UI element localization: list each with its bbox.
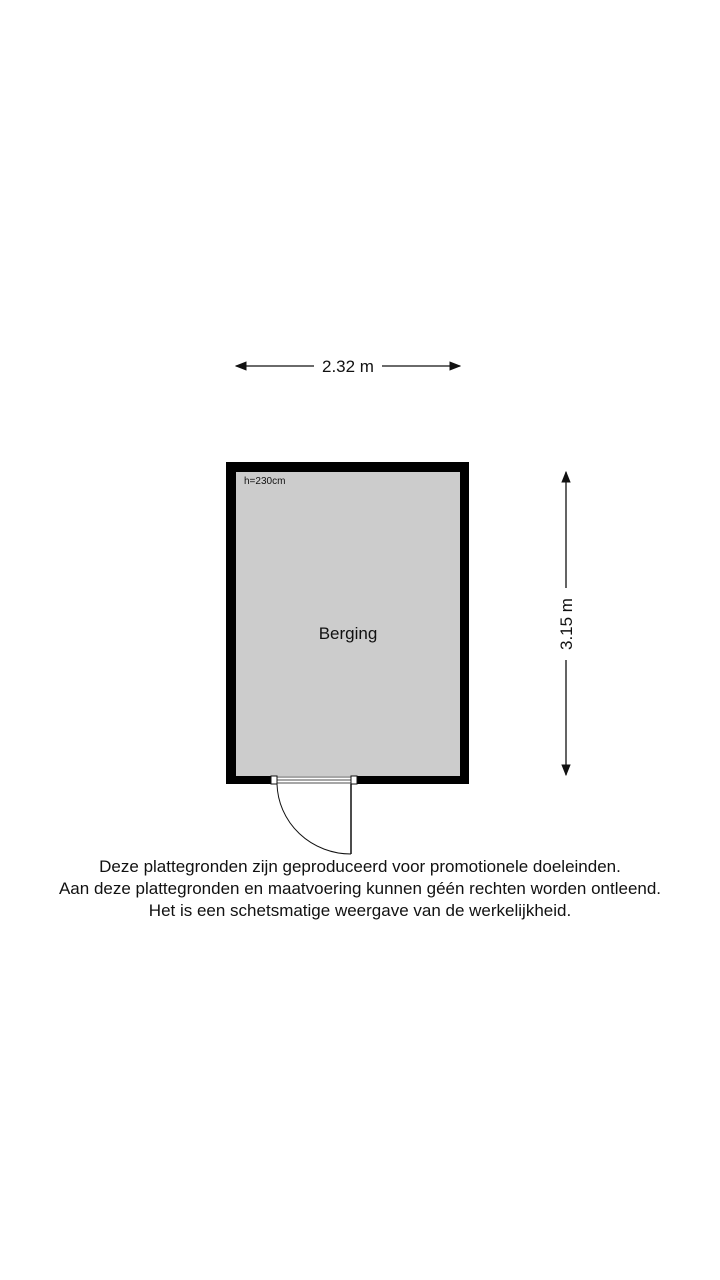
depth-dimension bbox=[557, 472, 576, 775]
ceiling-height-label: h=230cm bbox=[244, 476, 286, 487]
width-dimension bbox=[236, 357, 460, 376]
disclaimer-line-1: Deze plattegronden zijn geproduceerd voor promotionele doeleinden. bbox=[99, 857, 621, 876]
door-jamb-right bbox=[351, 776, 357, 784]
door bbox=[271, 776, 357, 854]
disclaimer-text bbox=[0, 856, 720, 922]
room-berging bbox=[226, 462, 469, 784]
door-swing-arc bbox=[277, 784, 351, 854]
disclaimer-line-2: Aan deze plattegronden en maatvoering kunnen géén rechten worden ontleend. bbox=[58, 879, 662, 898]
width-dimension-label: 2.32 m bbox=[322, 357, 374, 376]
room-name-label: Berging bbox=[318, 624, 378, 643]
disclaimer-line-3: Het is een schetsmatige weergave van de werkelijkheid. bbox=[148, 901, 572, 920]
door-jamb-left bbox=[271, 776, 277, 784]
depth-dimension-label: 3.15 m bbox=[557, 598, 576, 650]
